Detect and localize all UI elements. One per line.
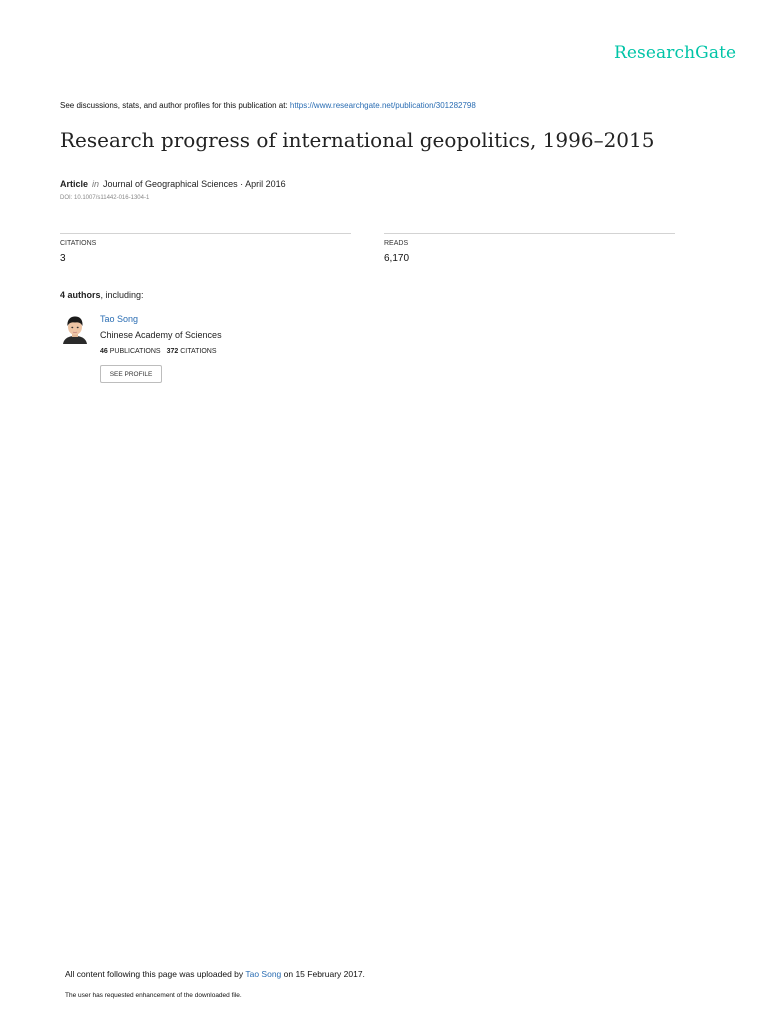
journal-date: Journal of Geographical Sciences · April 2016: [103, 179, 286, 189]
reads-label: READS: [384, 240, 409, 247]
upload-prefix: All content following this page was uploaded by: [65, 969, 246, 979]
upload-suffix: on 15 February 2017.: [281, 969, 365, 979]
author-publications-label: PUBLICATIONS: [109, 348, 161, 355]
publication-url-link[interactable]: https://www.researchgate.net/publication/301282798: [289, 101, 476, 110]
citations-value: 3: [60, 253, 66, 264]
author-stats: [100, 348, 217, 355]
researchgate-logo[interactable]: ResearchGate: [614, 43, 737, 63]
publication-type: Article: [60, 179, 89, 189]
publication-meta: [60, 179, 286, 189]
reads-value: 6,170: [384, 253, 410, 264]
uploader-link[interactable]: Tao Song: [245, 969, 282, 979]
discussion-notice: [60, 101, 476, 110]
author-citations-label: CITATIONS: [180, 348, 217, 355]
author-name-link[interactable]: Tao Song: [100, 314, 139, 324]
publication-title: Research progress of international geopolitics, 1996–2015: [60, 128, 655, 152]
doi: DOI: 10.1007/s11442-016-1304-1: [60, 195, 150, 201]
see-profile-button[interactable]: SEE PROFILE: [100, 365, 162, 383]
citations-label: CITATIONS: [60, 240, 97, 247]
author-institution: Chinese Academy of Sciences: [100, 330, 222, 340]
person-photo-icon[interactable]: [61, 314, 89, 344]
enhancement-note: The user has requested enhancement of the downloaded file.: [65, 992, 242, 999]
avatar-graphic: [61, 314, 89, 344]
discussion-text: See discussions, stats, and author profiles for this publication at:: [60, 101, 290, 110]
in-word: in: [92, 179, 100, 189]
authors-count: 4 authors: [60, 290, 101, 300]
upload-notice: [65, 969, 365, 979]
citations-divider: [60, 233, 351, 234]
authors-including: , including:: [100, 290, 144, 300]
reads-divider: [384, 233, 675, 234]
authors-summary: [60, 290, 144, 300]
author-publications-count: 46: [100, 348, 108, 355]
author-citations-count: 372: [166, 348, 179, 355]
